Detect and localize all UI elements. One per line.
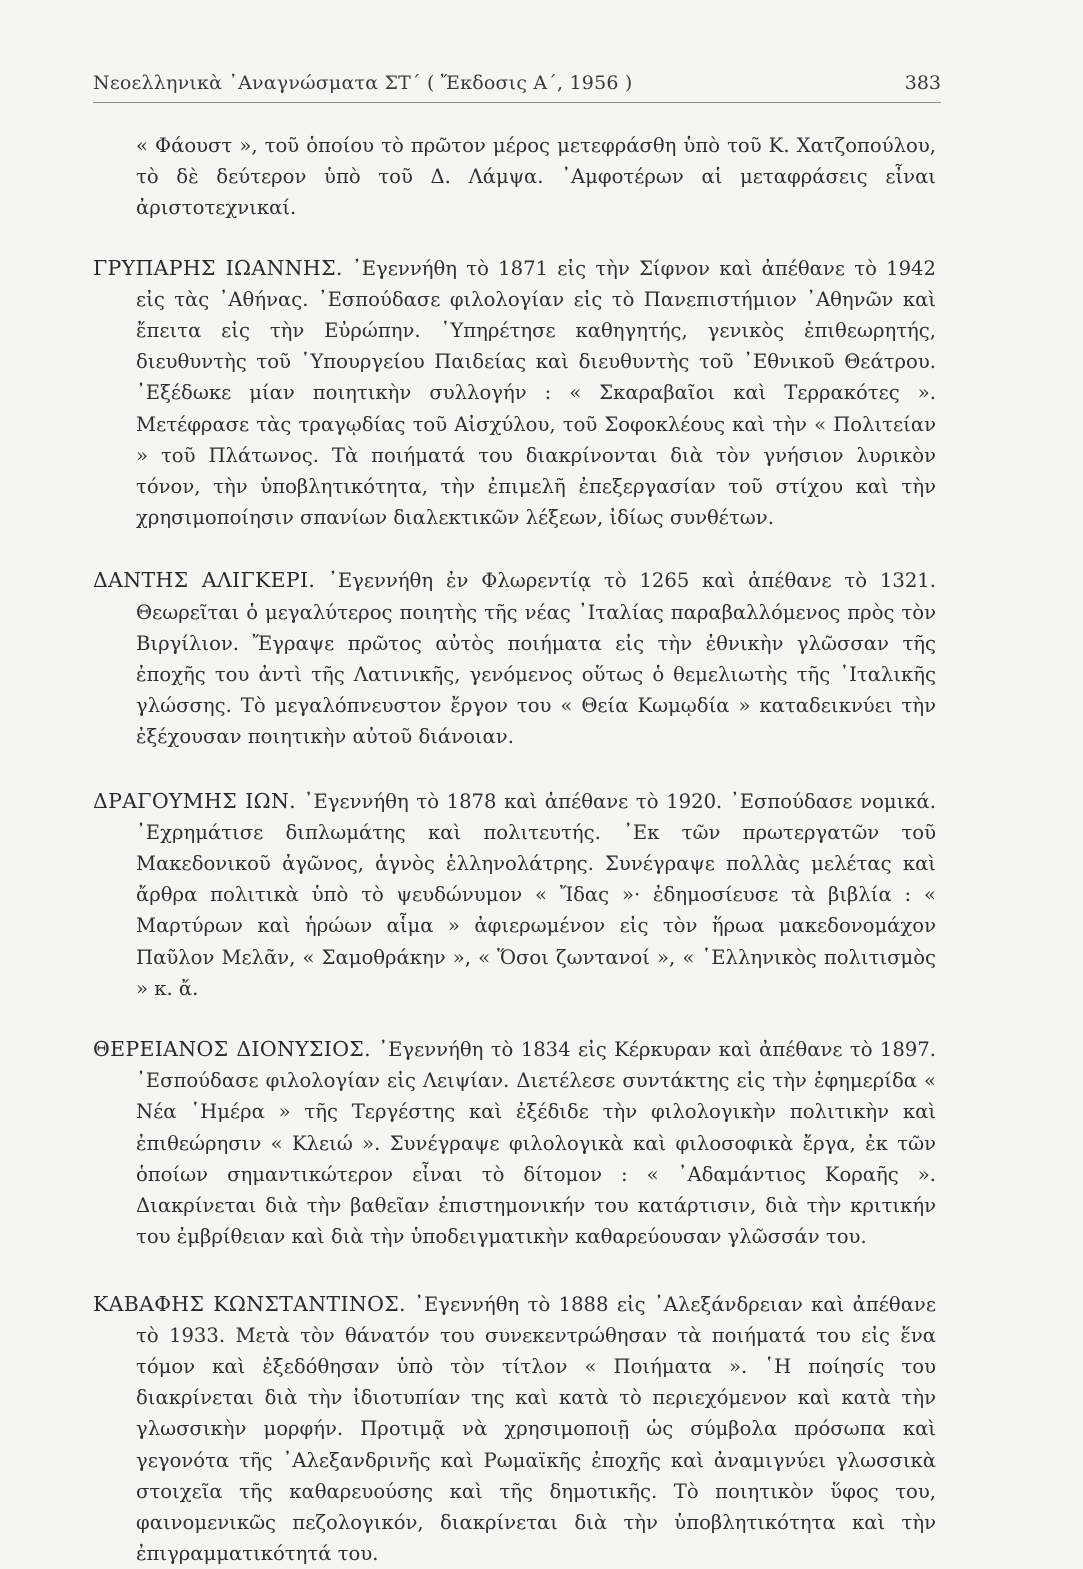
entry-continuation [93, 130, 936, 224]
entry-name: ΔΡΑΓΟΥΜΗΣ ΙΩΝ. [93, 789, 296, 813]
running-header-title: Νεοελληνικὰ ᾿Αναγνώσματα ΣΤ΄ ( Ἔκδοσις Α΄, 1956 ) [93, 72, 633, 94]
entry-text: ᾿Εγεννήθη τὸ 1888 εἰς ᾿Αλεξάνδρειαν καὶ ἀπέθανε τὸ 1933. Μετὰ τὸν θάνατόν του συνεκεντρώθησαν τὰ ποιήματά του εἰς ἕνα τόμον καὶ ἐξεδόθησαν ὑπὸ τὸν τίτλον « Ποιήματα ». ῾Η ποίησίς του διακρίνεται διὰ τὴν ἰδιοτυπίαν της καὶ κατὰ τὸ περιεχόμενον καὶ κατὰ τὴν γλωσσικὴν μορφήν. Προτιμᾷ νὰ χρησιμοποιῇ ὡς σύμβολα πρόσωπα καὶ γεγονότα τῆς ᾿Αλεξανδρινῆς καὶ Ρωμαϊκῆς ἐποχῆς καὶ ἀναμιγνύει γλωσσικὰ στοιχεῖα τῆς καθαρευούσης καὶ τῆς δημοτικῆς. Τὸ ποιητικὸν ὕφος του, φαινομενικῶς πεζολογικόν, διακρίνεται διὰ τὴν ὑποβλητικότητα καὶ τὴν ἐπιγραμματικότητά του. [136, 1293, 936, 1566]
entry-name: ΚΑΒΑΦΗΣ ΚΩΝΣΤΑΝΤΙΝΟΣ. [93, 1292, 406, 1316]
entry-dragoumis [93, 786, 936, 1004]
entry-name: ΔΑΝΤΗΣ ΑΛΙΓΚΕΡΙ. [93, 568, 315, 592]
entry-dante [93, 565, 936, 752]
entry-text: ᾿Εγεννήθη τὸ 1871 εἰς τὴν Σίφνον καὶ ἀπέθανε τὸ 1942 εἰς τὰς ᾿Αθήνας. ᾿Εσπούδασε φιλολογίαν εἰς τὸ Πανεπιστήμιον ᾿Αθηνῶν καὶ ἔπειτα εἰς τὴν Εὐρώπην. ῾Υπηρέτησε καθηγητής, γενικὸς ἐπιθεωρητής, διευθυντὴς τοῦ ῾Υπουργείου Παιδείας καὶ διευθυντὴς τοῦ ᾿Εθνικοῦ Θεάτρου. ᾿Εξέδωκε μίαν ποιητικὴν συλλογήν : « Σκαραβαῖοι καὶ Τερρακότες ». Μετέφρασε τὰς τραγῳδίας τοῦ Αἰσχύλου, τοῦ Σοφοκλέους καὶ τὴν « Πολιτείαν » τοῦ Πλάτωνος. Τὰ ποιήματά του διακρίνονται διὰ τὸν γνήσιον λυρικὸν τόνον, τὴν ὑποβλητικότητα, τὴν ἐπιμελῆ ἐπεξεργασίαν τοῦ στίχου καὶ τὴν χρησιμοποίησιν σπανίων διαλεκτικῶν λέξεων, ἰδίως συνθέτων. [136, 257, 936, 530]
page-body [93, 130, 936, 1569]
entry-gryparis [93, 253, 936, 534]
entry-thereianos [93, 1034, 936, 1252]
entry-name: ΘΕΡΕΙΑΝΟΣ ΔΙΟΝΥΣΙΟΣ. [93, 1037, 371, 1061]
entry-text: ᾿Εγεννήθη ἐν Φλωρεντίᾳ τὸ 1265 καὶ ἀπέθανε τὸ 1321. Θεωρεῖται ὁ μεγαλύτερος ποιητὴς τῆς νέας ᾿Ιταλίας παραβαλλόμενος πρὸς τὸν Βιργίλιον. Ἔγραψε πρῶτος αὐτὸς ποιήματα εἰς τὴν ἐθνικὴν γλῶσσαν τῆς ἐποχῆς του ἀντὶ τῆς Λατινικῆς, γενόμενος οὕτως ὁ θεμελιωτὴς τῆς ᾿Ιταλικῆς γλώσσης. Τὸ μεγαλόπνευστον ἔργον του « Θεία Κωμῳδία » καταδεικνύει τὴν ἐξέχουσαν ποιητικὴν αὐτοῦ διάνοιαν. [136, 569, 936, 748]
entry-text: ᾿Εγεννήθη τὸ 1878 καὶ ἀπέθανε τὸ 1920. ᾿Εσπούδασε νομικά. ᾿Εχρημάτισε διπλωμάτης καὶ πολιτευτής. ᾿Εκ τῶν πρωτεργατῶν τοῦ Μακεδονικοῦ ἀγῶνος, ἁγνὸς ἑλληνολάτρης. Συνέγραψε πολλὰς μελέτας καὶ ἄρθρα πολιτικὰ ὑπὸ τὸ ψευδώνυμον « Ἴδας »· ἐδημοσίευσε τὰ βιβλία : « Μαρτύρων καὶ ἡρώων αἷμα » ἀφιερωμένον εἰς τὸν ἥρωα μακεδονομάχον Παῦλον Μελᾶν, « Σαμοθράκην », « Ὅσοι ζωντανοί », « ῾Ελληνικὸς πολιτισμὸς » κ. ἄ. [136, 790, 936, 1000]
entry-name: ΓΡΥΠΑΡΗΣ ΙΩΑΝΝΗΣ. [93, 256, 343, 280]
entry-kavafis [93, 1289, 936, 1569]
entry-text: ᾿Εγεννήθη τὸ 1834 εἰς Κέρκυραν καὶ ἀπέθανε τὸ 1897. ᾿Εσπούδασε φιλολογίαν εἰς Λειψίαν. Διετέλεσε συντάκτης εἰς τὴν ἐφημερίδα « Νέα ῾Ημέρα » τῆς Τεργέστης καὶ ἐξέδιδε τὴν φιλολογικὴν πολιτικὴν καὶ ἐπιθεώρησιν « Κλειώ ». Συνέγραψε φιλολογικὰ καὶ φιλοσοφικὰ ἔργα, ἐκ τῶν ὁποίων σημαντικώτερον εἶναι τὸ δίτομον : « ᾿Αδαμάντιος Κοραῆς ». Διακρίνεται διὰ τὴν βαθεῖαν ἐπιστημονικήν του κατάρτισιν, διὰ τὴν κριτικήν του ἐμβρίθειαν καὶ διὰ τὴν ὑποδειγματικὴν καθαρεύουσαν γλῶσσάν του. [136, 1038, 936, 1248]
page-number: 383 [905, 72, 941, 94]
running-header [93, 70, 941, 103]
entry-text: « Φάουστ », τοῦ ὁποίου τὸ πρῶτον μέρος μετεφράσθη ὑπὸ τοῦ Κ. Χατζοπούλου, τὸ δὲ δεύτερον ὑπὸ τοῦ Δ. Λάμψα. ᾿Αμφοτέρων αἱ μεταφράσεις εἶναι ἀριστοτεχνικαί. [136, 134, 936, 219]
